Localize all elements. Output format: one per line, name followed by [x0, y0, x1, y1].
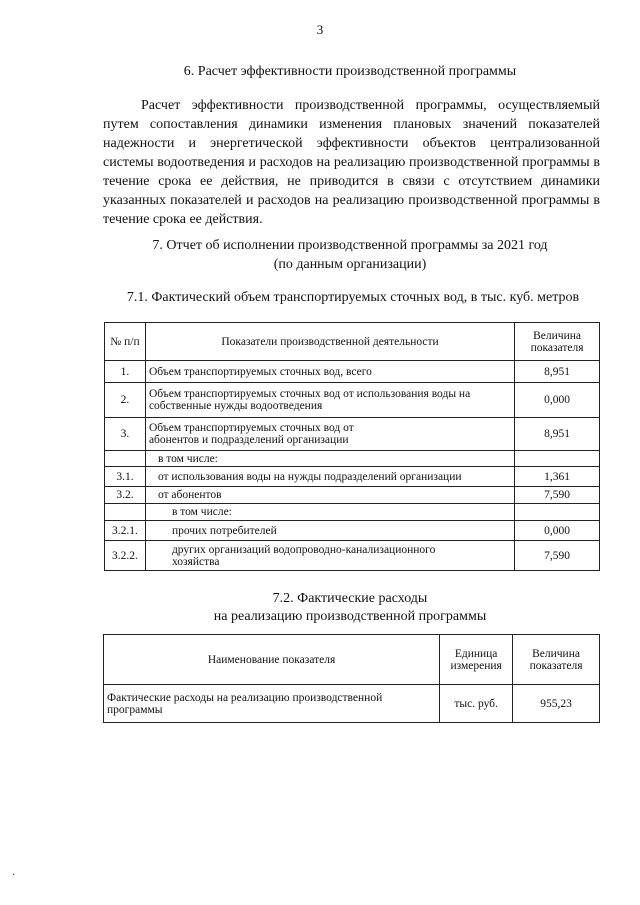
header-value: Величина показателя	[513, 635, 600, 685]
section-7-1-title: 7.1. Фактический объем транспортируемых сточных вод, в тыс. куб. метров	[126, 290, 580, 305]
row-label: других организаций водопроводно-канализационного хозяйства	[145, 541, 514, 571]
row-num: 1.	[105, 361, 146, 383]
row-num: 3.2.	[105, 487, 146, 504]
row-value: 8,951	[515, 361, 600, 383]
row-value: 7,590	[515, 541, 600, 571]
scan-dot: ·	[12, 870, 16, 881]
table-row	[105, 383, 600, 418]
row-value: 1,361	[515, 467, 600, 487]
section-7-2-subtitle: на реализацию производственной программы	[213, 609, 487, 624]
section-6-title: 6. Расчет эффективности производственной программы	[183, 64, 517, 79]
row-label: Объем транспортируемых сточных вод от абонентов и подразделений организации	[145, 418, 514, 451]
row-label: от абонентов	[145, 487, 514, 504]
table-row	[105, 418, 600, 451]
expenses-table-header	[104, 635, 600, 685]
table-row	[105, 504, 600, 521]
row-value	[515, 451, 600, 467]
section-7-subtitle: (по данным организации)	[273, 257, 427, 272]
row-num: 3.	[105, 418, 146, 451]
section-6-paragraph	[103, 96, 600, 229]
row-value: 955,23	[513, 685, 600, 723]
row-label: в том числе:	[145, 451, 514, 467]
volume-table-header	[105, 323, 600, 361]
row-value: 7,590	[515, 487, 600, 504]
row-unit: тыс. руб.	[440, 685, 513, 723]
table-row	[105, 361, 600, 383]
section-6-paragraph-text: Расчет эффективности производственной программы, осуществляемый путем сопоставления динамики изменения плановых значений показателей надежности и энергетической эффективности объектов централизованной системы водоотведения и расходов на реализацию производственной программы в течение срока ее действия, не приводится в связи с отсутствием динамики указанных показателей и расходов на реализацию производственной программы в течение срока ее действия.	[103, 98, 600, 227]
header-indicator: Показатели производственной деятельности	[145, 323, 514, 361]
table-row	[105, 451, 600, 467]
section-7-title: 7. Отчет об исполнении производственной программы за 2021 год	[152, 238, 548, 253]
row-num: 3.1.	[105, 467, 146, 487]
volume-table	[104, 322, 600, 571]
row-label: от использования воды на нужды подразделений организации	[145, 467, 514, 487]
row-num: 3.2.1.	[105, 521, 146, 541]
header-num: № п/п	[105, 323, 146, 361]
row-value: 0,000	[515, 521, 600, 541]
row-value	[515, 504, 600, 521]
header-name: Наименование показателя	[104, 635, 440, 685]
row-value: 8,951	[515, 418, 600, 451]
row-label: прочих потребителей	[145, 521, 514, 541]
row-num: 3.2.2.	[105, 541, 146, 571]
row-label: в том числе:	[145, 504, 514, 521]
row-label: Объем транспортируемых сточных вод, всего	[145, 361, 514, 383]
table-row	[105, 487, 600, 504]
expenses-table	[103, 634, 600, 723]
header-value: Величина показателя	[515, 323, 600, 361]
table-row	[105, 467, 600, 487]
row-label: Объем транспортируемых сточных вод от использования воды на собственные нужды водоотведения	[145, 383, 514, 418]
page-number: 3	[316, 22, 324, 37]
row-name: Фактические расходы на реализацию производственной программы	[104, 685, 440, 723]
row-num	[105, 504, 146, 521]
table-row	[105, 521, 600, 541]
row-num: 2.	[105, 383, 146, 418]
header-unit: Единица измерения	[440, 635, 513, 685]
table-row	[105, 541, 600, 571]
row-value: 0,000	[515, 383, 600, 418]
section-7-2-title: 7.2. Фактические расходы	[272, 591, 428, 606]
table-row	[104, 685, 600, 723]
row-num	[105, 451, 146, 467]
